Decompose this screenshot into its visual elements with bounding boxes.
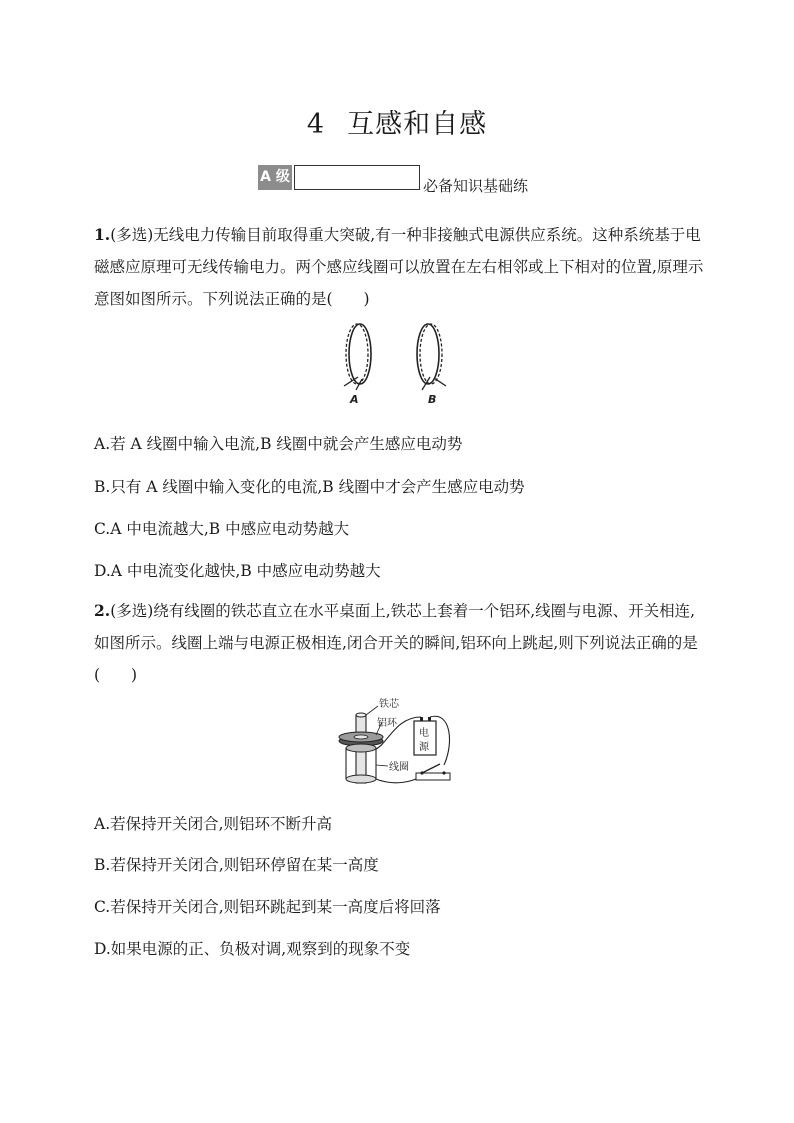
iron-core-figure	[336, 693, 456, 789]
level-box	[294, 165, 420, 190]
q1-option-d: D.A 中电流变化越快,B 中感应电动势越大	[94, 562, 381, 580]
q2-option-c: C.若保持开关闭合,则铝环跳起到某一高度后将回落	[94, 898, 441, 916]
q1-option-c: C.A 中电流越大,B 中感应电动势越大	[94, 520, 350, 538]
q2-option-b: B.若保持开关闭合,则铝环停留在某一高度	[94, 856, 379, 874]
source-label-1: 电	[419, 728, 429, 739]
q2-option-a: A.若保持开关闭合,则铝环不断升高	[94, 815, 333, 833]
question-1-text: (多选)无线电力传输目前取得重大突破,有一种非接触式电源供应系统。这种系统基于电磁感应原理可无线传输电力。两个感应线圈可以放置在左右相邻或上下相对的位置,原理示意图如图所示。下列说法正确的是( )	[94, 226, 704, 308]
question-2-number: 2.	[94, 601, 111, 620]
q1-option-b: B.只有 A 线圈中输入变化的电流,B 线圈中才会产生感应电动势	[94, 478, 525, 496]
coil-a	[344, 324, 371, 390]
core-label: 铁芯	[379, 699, 399, 710]
section-title: 互感和自感	[347, 109, 488, 140]
page-title	[0, 102, 794, 141]
coil-label: 线圈	[389, 762, 409, 773]
coil-b	[417, 324, 446, 390]
question-1-stem	[94, 219, 708, 315]
ring-label: 铝环	[377, 718, 397, 729]
switch	[416, 764, 450, 780]
q1-option-a: A.若 A 线圈中输入电流,B 线圈中就会产生感应电动势	[94, 435, 463, 453]
coils-figure	[330, 322, 460, 408]
level-badge: A 级	[258, 165, 292, 190]
coil-b-label: B	[428, 393, 437, 406]
q2-option-d: D.如果电源的正、负极对调,观察到的现象不变	[94, 940, 411, 958]
level-text: 必备知识基础练	[423, 177, 529, 195]
coil-a-label: A	[350, 393, 359, 406]
question-2-text: (多选)绕有线圈的铁芯直立在水平桌面上,铁芯上套着一个铝环,线圈与电源、开关相连,如图所示。线圈上端与电源正极相连,闭合开关的瞬间,铝环向上跳起,则下列说法正确的是( )	[94, 602, 698, 684]
section-number: 4	[306, 109, 326, 140]
source-label-2: 源	[419, 742, 429, 753]
question-2-stem	[94, 595, 708, 691]
question-1-number: 1.	[94, 225, 111, 244]
